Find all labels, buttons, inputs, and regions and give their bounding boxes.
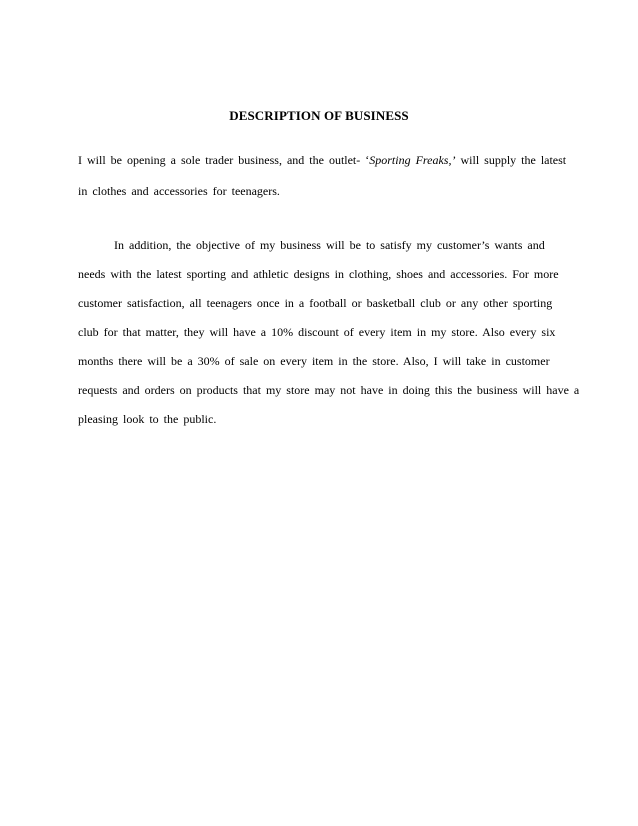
- document-title: DESCRIPTION OF BUSINESS: [229, 108, 409, 123]
- paragraph2-line6: requests and orders on products that my store may not have in doing this the business will have a: [78, 383, 580, 397]
- paragraph2-line3: customer satisfaction, all teenagers once in a football or basketball club or any other sporting: [78, 296, 553, 310]
- paragraph2-line2: needs with the latest sporting and athletic designs in clothing, shoes and accessories. For more: [78, 267, 559, 281]
- paragraph2-line1: In addition, the objective of my business will be to satisfy my customer’s wants and: [114, 238, 545, 252]
- paragraph1-line1: [78, 152, 566, 168]
- paragraph2-line5: months there will be a 30% of sale on every item in the store. Also, I will take in customer: [78, 354, 550, 368]
- paragraph1-line1-text: I will be opening a sole trader business, and the outlet- ‘: [78, 153, 370, 167]
- paragraph1-line2: in clothes and accessories for teenagers.: [78, 184, 280, 198]
- paragraph1-line1-end: will supply the latest: [455, 153, 567, 167]
- paragraph2-line7: pleasing look to the public.: [78, 412, 217, 426]
- paragraph2-line4: club for that matter, they will have a 10% discount of every item in my store. Also every six: [78, 325, 556, 339]
- business-name: Sporting Freaks,’: [369, 153, 456, 167]
